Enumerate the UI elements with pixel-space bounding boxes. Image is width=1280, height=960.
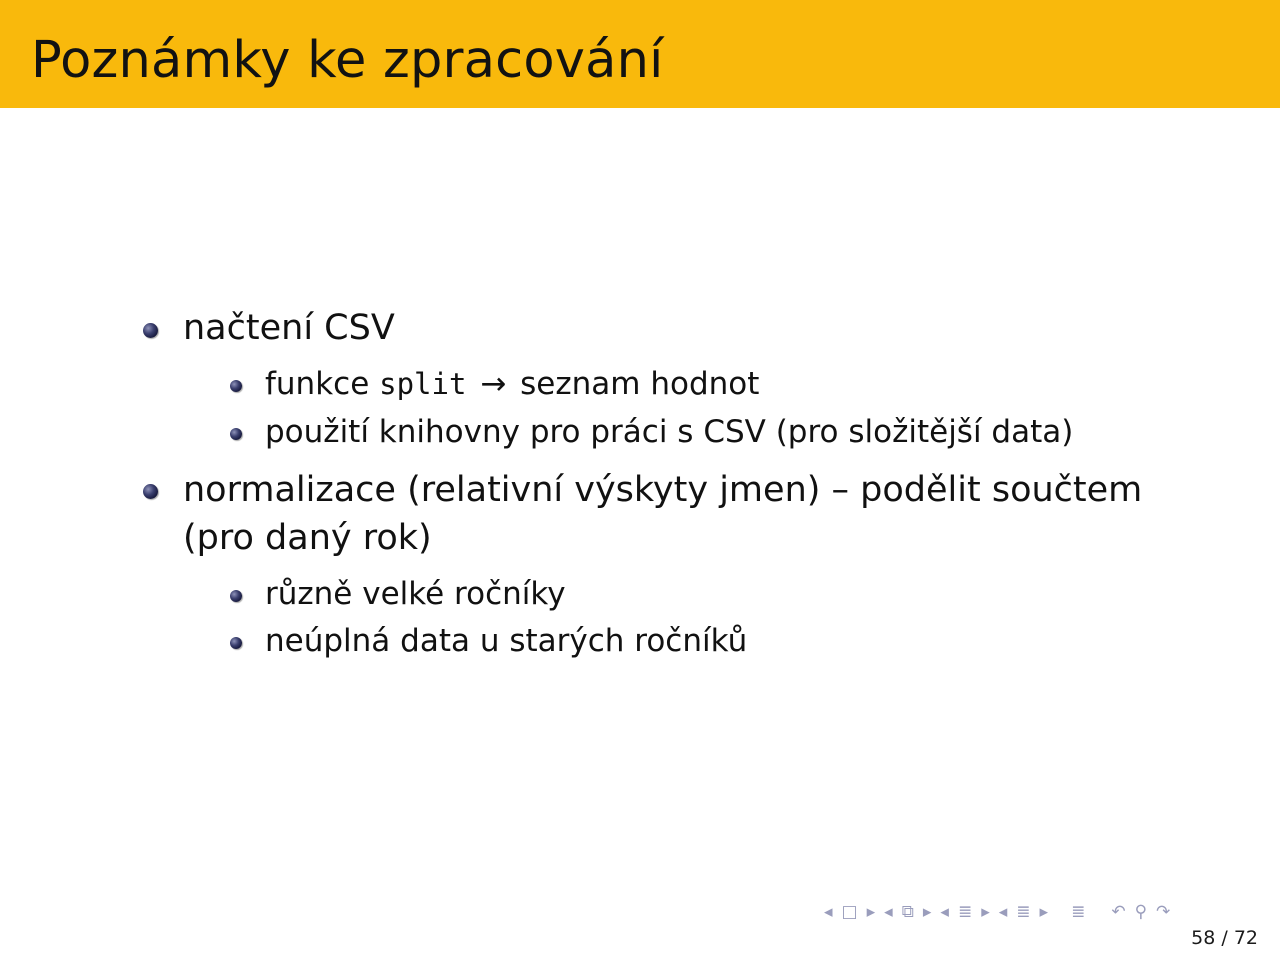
list-item-line-2: (pro daný rok) xyxy=(183,518,432,558)
nav-prev-slide-icon[interactable]: ◂ xyxy=(824,902,833,922)
nav-prev-document-icon[interactable]: ◂ xyxy=(998,902,1008,922)
list-subitem xyxy=(265,362,759,406)
nav-subsection-icon[interactable]: ⧉ xyxy=(901,902,914,922)
nav-undo-icon[interactable]: ↶ xyxy=(1111,902,1126,922)
slide-title: Poznámky ke zpracování xyxy=(31,31,664,90)
nav-prev-section-icon[interactable]: ◂ xyxy=(940,902,949,922)
page-current: 58 xyxy=(1191,927,1216,949)
subitem-text: funkce xyxy=(265,366,380,402)
nav-next-section-icon[interactable]: ▸ xyxy=(981,902,990,922)
bullet-icon xyxy=(230,637,242,649)
arrow-icon: → xyxy=(480,366,507,402)
nav-next-document-icon[interactable]: ▸ xyxy=(1039,902,1049,922)
list-item-line-1: normalizace (relativní výskyty jmen) – podělit součtem xyxy=(183,470,1143,510)
nav-frame-icon[interactable]: □ xyxy=(841,902,858,922)
page-number xyxy=(1191,927,1258,949)
list-item: načtení CSV xyxy=(183,308,395,348)
subitem-text: seznam hodnot xyxy=(510,366,760,402)
list-subitem: neúplná data u starých ročníků xyxy=(265,623,748,659)
nav-next-subsection-icon[interactable]: ▸ xyxy=(922,902,932,922)
bullet-icon xyxy=(230,380,242,392)
bullet-icon xyxy=(230,428,242,440)
bullet-icon xyxy=(230,590,242,602)
nav-redo-icon[interactable]: ↷ xyxy=(1156,902,1171,922)
bullet-icon xyxy=(143,323,158,338)
page-total: 72 xyxy=(1233,927,1258,949)
page-separator: / xyxy=(1221,927,1228,949)
nav-document-icon[interactable]: ≣ xyxy=(1016,902,1031,922)
bullet-icon xyxy=(143,484,158,499)
list-subitem: různě velké ročníky xyxy=(265,576,566,612)
nav-next-slide-icon[interactable]: ▸ xyxy=(866,902,876,922)
nav-search-icon[interactable]: ⚲ xyxy=(1134,902,1148,922)
navigation-bar xyxy=(824,898,1179,926)
nav-prev-subsection-icon[interactable]: ◂ xyxy=(884,902,893,922)
nav-align-icon[interactable]: ≣ xyxy=(1071,902,1086,922)
nav-section-icon[interactable]: ≣ xyxy=(957,902,973,922)
code-split: split xyxy=(379,367,467,401)
list-subitem: použití knihovny pro práci s CSV (pro složitější data) xyxy=(265,414,1074,450)
